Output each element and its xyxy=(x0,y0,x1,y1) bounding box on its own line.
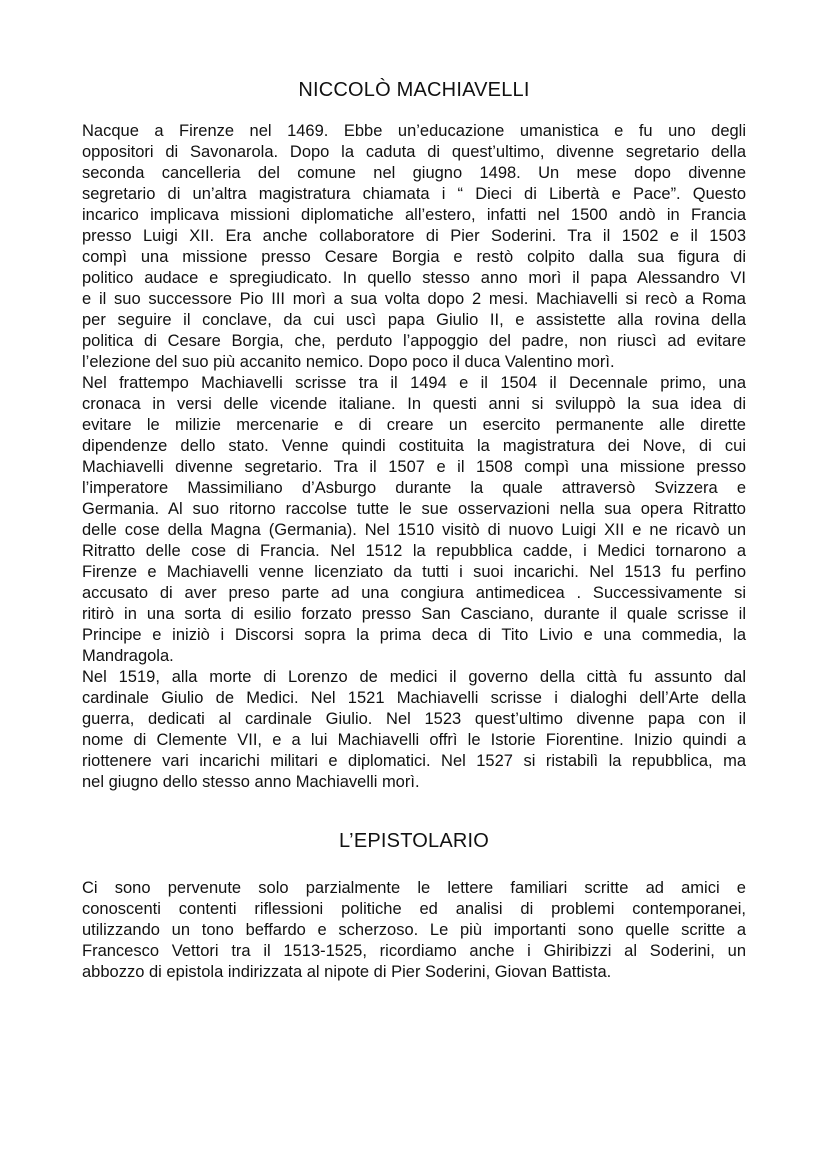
text-line: Francesco Vettori tra il 1513-1525, ricordiamo anche i Ghiribizzi al Soderini, un xyxy=(82,942,746,960)
section-title-epistolario: L’EPISTOLARIO xyxy=(338,830,490,852)
page-title: NICCOLÒ MACHIAVELLI xyxy=(298,79,530,101)
text-line: l’elezione del suo più accanito nemico. Dopo poco il duca Valentino morì. xyxy=(82,353,615,371)
text-line: cardinale Giulio de Medici. Nel 1521 Machiavelli scrisse i dialoghi dell’Arte della xyxy=(82,689,746,707)
text-line: per seguire il conclave, da cui uscì papa Giulio II, e assistette alla rovina della xyxy=(82,311,746,329)
text-line: dipendenze dello stato. Venne quindi costituita la magistratura dei Nove, di cui xyxy=(82,437,746,455)
text-line: Machiavelli divenne segretario. Tra il 1507 e il 1508 compì una missione presso xyxy=(82,458,746,476)
biography-text xyxy=(82,121,746,793)
text-line: compì una missione presso Cesare Borgia e restò colpito dalla sua figura di xyxy=(82,248,746,266)
text-line: nel giugno dello stesso anno Machiavelli morì. xyxy=(82,773,420,791)
text-line: presso Luigi XII. Era anche collaboratore di Pier Soderini. Tra il 1502 e il 1503 xyxy=(82,227,746,245)
text-line: seconda cancelleria del comune nel giugno 1498. Un mese dopo divenne xyxy=(82,164,746,182)
text-line: ritirò in una sorta di esilio forzato presso San Casciano, durante il quale scrisse il xyxy=(82,605,746,623)
text-line: segretario di un’altra magistratura chiamata i “ Dieci di Libertà e Pace”. Questo xyxy=(82,185,746,203)
text-line: utilizzando un tono beffardo e scherzoso. Le più importanti sono quelle scritte a xyxy=(82,921,746,939)
epistolario-text xyxy=(82,878,746,983)
text-line: Firenze e Machiavelli venne licenziato da tutti i suoi incarichi. Nel 1513 fu perfino xyxy=(82,563,746,581)
text-line: accusato di aver preso parte ad una congiura antimedicea . Successivamente si xyxy=(82,584,746,602)
text-line: Ci sono pervenute solo parzialmente le lettere familiari scritte ad amici e xyxy=(82,879,746,897)
text-line: delle cose della Magna (Germania). Nel 1510 visitò di nuovo Luigi XII e ne ricavò un xyxy=(82,521,746,539)
text-line: oppositori di Savonarola. Dopo la caduta di quest’ultimo, divenne segretario della xyxy=(82,143,746,161)
text-line: Nel frattempo Machiavelli scrisse tra il 1494 e il 1504 il Decennale primo, una xyxy=(82,374,746,392)
text-line: nome di Clemente VII, e a lui Machiavelli offrì le Istorie Fiorentine. Inizio quindi a xyxy=(82,731,746,749)
text-line: e il suo successore Pio III morì a sua volta dopo 2 mesi. Machiavelli si recò a Roma xyxy=(82,290,746,308)
text-line: Nel 1519, alla morte di Lorenzo de medici il governo della città fu assunto dal xyxy=(82,668,746,686)
text-line: guerra, dedicati al cardinale Giulio. Nel 1523 quest’ultimo divenne papa con il xyxy=(82,710,746,728)
text-line: abbozzo di epistola indirizzata al nipote di Pier Soderini, Giovan Battista. xyxy=(82,963,612,981)
text-line: Germania. Al suo ritorno raccolse tutte le sue osservazioni nella sua opera Ritratto xyxy=(82,500,746,518)
text-line: incarico implicava missioni diplomatiche all’estero, infatti nel 1500 andò in Francia xyxy=(82,206,746,224)
text-line: Mandragola. xyxy=(82,647,174,665)
text-line: Nacque a Firenze nel 1469. Ebbe un’educazione umanistica e fu uno degli xyxy=(82,122,746,140)
text-line: conoscenti contenti riflessioni politiche ed analisi di problemi contemporanei, xyxy=(82,900,746,918)
text-line: l’imperatore Massimiliano d’Asburgo durante la quale attraversò Svizzera e xyxy=(82,479,746,497)
text-line: cronaca in versi delle vicende italiane. In questi anni si sviluppò la sua idea di xyxy=(82,395,746,413)
text-line: politico audace e spregiudicato. In quello stesso anno morì il papa Alessandro VI xyxy=(82,269,746,287)
text-line: riottenere vari incarichi militari e diplomatici. Nel 1527 si ristabilì la repubblica, ma xyxy=(82,752,746,770)
text-line: evitare le milizie mercenarie e di creare un esercito permanente alle dirette xyxy=(82,416,746,434)
text-line: Ritratto delle cose di Francia. Nel 1512 la repubblica cadde, i Medici tornarono a xyxy=(82,542,746,560)
text-line: politica di Cesare Borgia, che, perduto l’appoggio del padre, non riuscì ad evitare xyxy=(82,332,746,350)
text-line: Principe e iniziò i Discorsi sopra la prima deca di Tito Livio e una commedia, la xyxy=(82,626,746,644)
